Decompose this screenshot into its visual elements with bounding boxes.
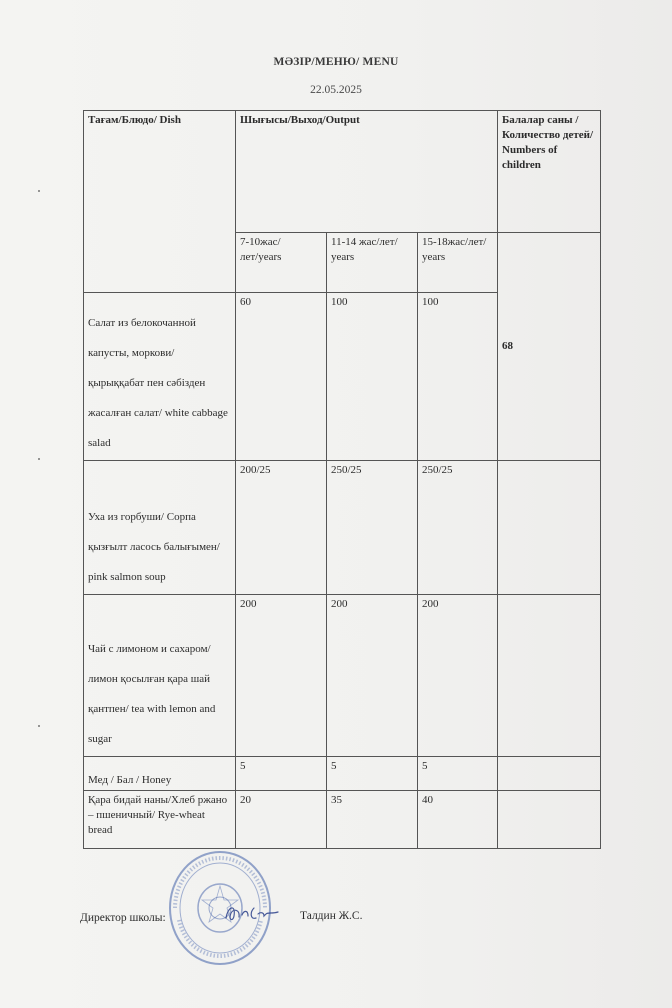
table-row [84,757,601,791]
margin-dot [38,725,40,727]
portion-15-18: 40 [418,791,498,849]
portion-11-14: 5 [327,757,418,791]
children-empty-cell [498,757,601,791]
portion-11-14: 35 [327,791,418,849]
table-header-row [84,111,601,233]
menu-title: МӘЗІР/МЕНЮ/ MENU [273,56,399,68]
header-dish: Тағам/Блюдо/ Dish [84,111,236,293]
portion-11-14: 200 [327,595,418,757]
portion-15-18: 100 [418,293,498,461]
children-empty-cell [498,595,601,757]
dish-name: Чай с лимоном и сахаром/ лимон қосылған қара шай қантпен/ tea with lemon and sugar [84,595,236,757]
portion-7-10: 5 [236,757,327,791]
director-name: Талдин Ж.С. [300,910,363,922]
age-group-11-14: 11-14 жас/лет/ years [327,233,418,293]
dish-name: Қара бидай наны/Хлеб ржано – пшеничный/ Rye-wheat bread [84,791,236,849]
portion-11-14: 250/25 [327,461,418,595]
children-count: 68 [498,233,601,461]
margin-dot [38,190,40,192]
portion-11-14: 100 [327,293,418,461]
portion-7-10: 60 [236,293,327,461]
dish-name: Уха из горбуши/ Сорпа қызғылт ласось балығымен/ pink salmon soup [84,461,236,595]
margin-dot [38,458,40,460]
portion-15-18: 5 [418,757,498,791]
portion-7-10: 200/25 [236,461,327,595]
portion-15-18: 200 [418,595,498,757]
menu-table [83,110,601,849]
children-empty-cell [498,791,601,849]
table-row [84,791,601,849]
table-row [84,595,601,757]
age-group-7-10: 7-10жас/лет/years [236,233,327,293]
dish-name: Мед / Бал / Honey [84,757,236,791]
table-row [84,461,601,595]
portion-7-10: 200 [236,595,327,757]
dish-name: Салат из белокочанной капусты, моркови/ қырыққабат пен сәбізден жасалған салат/ white cabbage salad [84,293,236,461]
header-children: Балалар саны /Количество детей/ Numbers of children [498,111,601,233]
header-output: Шығысы/Выход/Output [236,111,498,233]
portion-7-10: 20 [236,791,327,849]
children-empty-cell [498,461,601,595]
signature-block [80,908,600,938]
director-label: Директор школы: [80,912,166,924]
portion-15-18: 250/25 [418,461,498,595]
age-group-15-18: 15-18жас/лет/ years [418,233,498,293]
menu-date: 22.05.2025 [310,84,362,96]
